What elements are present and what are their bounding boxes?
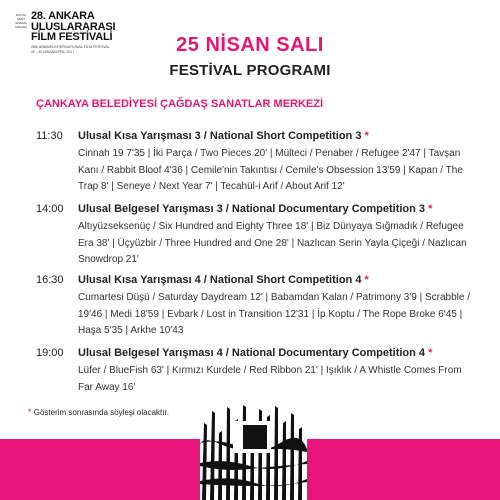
session-title (78, 130, 468, 142)
session-time: 11:30 (36, 130, 63, 142)
session-film-list: Cumartesi Düşü / Saturday Daydream 12' | Babamdan Kalan / Patrimony 3'9 | Scrabble / 19'46 | Medi 18'59 | Evbark / Lost in Transition 12'31 | İp Koptu / The Rope Broke 6'45 | Haşa 5'35 | Arkhe 10'43 (78, 292, 470, 336)
session-time: 19:00 (36, 347, 64, 359)
logo-subline-2: 20 - 30 NİSAN/APRIL 2017 (31, 49, 75, 54)
page-title: 25 NİSAN SALI (176, 34, 324, 56)
session-title (78, 347, 468, 359)
festival-logo (14, 11, 126, 75)
session-title-text: Ulusal Belgesel Yarışması 3 / National Documentary Competition 3 (78, 203, 426, 215)
logo-line-3: FİLM FESTİVALİ (31, 31, 113, 43)
logo-subline-1: 28th ANKARA INTERNATIONAL FILM FESTIVAL (31, 44, 110, 49)
logo-text (31, 11, 115, 55)
footnote-star: * (28, 407, 32, 417)
logo-mark-text: DÜNYA KENT SİNEMA ANKARA (14, 13, 28, 29)
session-star: * (428, 347, 433, 359)
session-title-text: Ulusal Kısa Yarışması 4 / National Short Competition 4 (78, 274, 362, 286)
zebra-artwork (200, 403, 307, 500)
session-star: * (428, 203, 433, 215)
logo-line-2: ULUSLARARASI (31, 20, 116, 33)
session-title-text: Ulusal Kısa Yarışması 3 / National Short Competition 3 (78, 130, 362, 142)
footnote (28, 407, 169, 417)
session-star: * (364, 274, 369, 286)
page-subtitle: FESTİVAL PROGRAMI (169, 62, 331, 79)
session-title-text: Ulusal Belgesel Yarışması 4 / National Documentary Competition 4 (78, 347, 426, 359)
session-title (78, 274, 468, 286)
session-title (78, 203, 468, 215)
session-time: 14:00 (36, 203, 64, 215)
session-star: * (364, 130, 369, 142)
footnote-text: Gösterim sonrasında söyleşi olacaktır. (33, 408, 169, 417)
session-time: 16:30 (36, 274, 64, 286)
logo-mark (14, 13, 28, 59)
logo-line-1: 28. ANKARA (31, 10, 95, 22)
session-film-list: Altıyüzseksenüç / Six Hundred and Eighty Three 18' | Biz Dünyaya Sığmadık / Refugee Era 38' | Üçyüzbir / Three Hundred and One 28' | Nazlıcan Serin Yayla Çiçeği / Nazlıcan Snowdrop 21' (78, 221, 467, 265)
session-film-list: Lüfer / BlueFish 63' | Kırmızı Kurdele / Red Ribbon 21' | Işıklık / A Whistle Comes From Far Away 16' (78, 365, 462, 393)
session-film-list: Cinnah 19 7'35 | İki Parça / Two Pieces 20' | Mülteci / Penaber / Refugee 2'47 | Tavşan Kanı / Rabbit Bloof 4'36 | Cemile'nin Takıntısı / Cemile's Obsession 13'59 | Kapan / The Trap 8' | Seneye / Next Year 7' | Tecahül-i Arif / About Arif 12' (78, 148, 463, 192)
venue-heading: ÇANKAYA BELEDİYESİ ÇAĞDAŞ SANATLAR MERKEZİ (36, 98, 324, 110)
